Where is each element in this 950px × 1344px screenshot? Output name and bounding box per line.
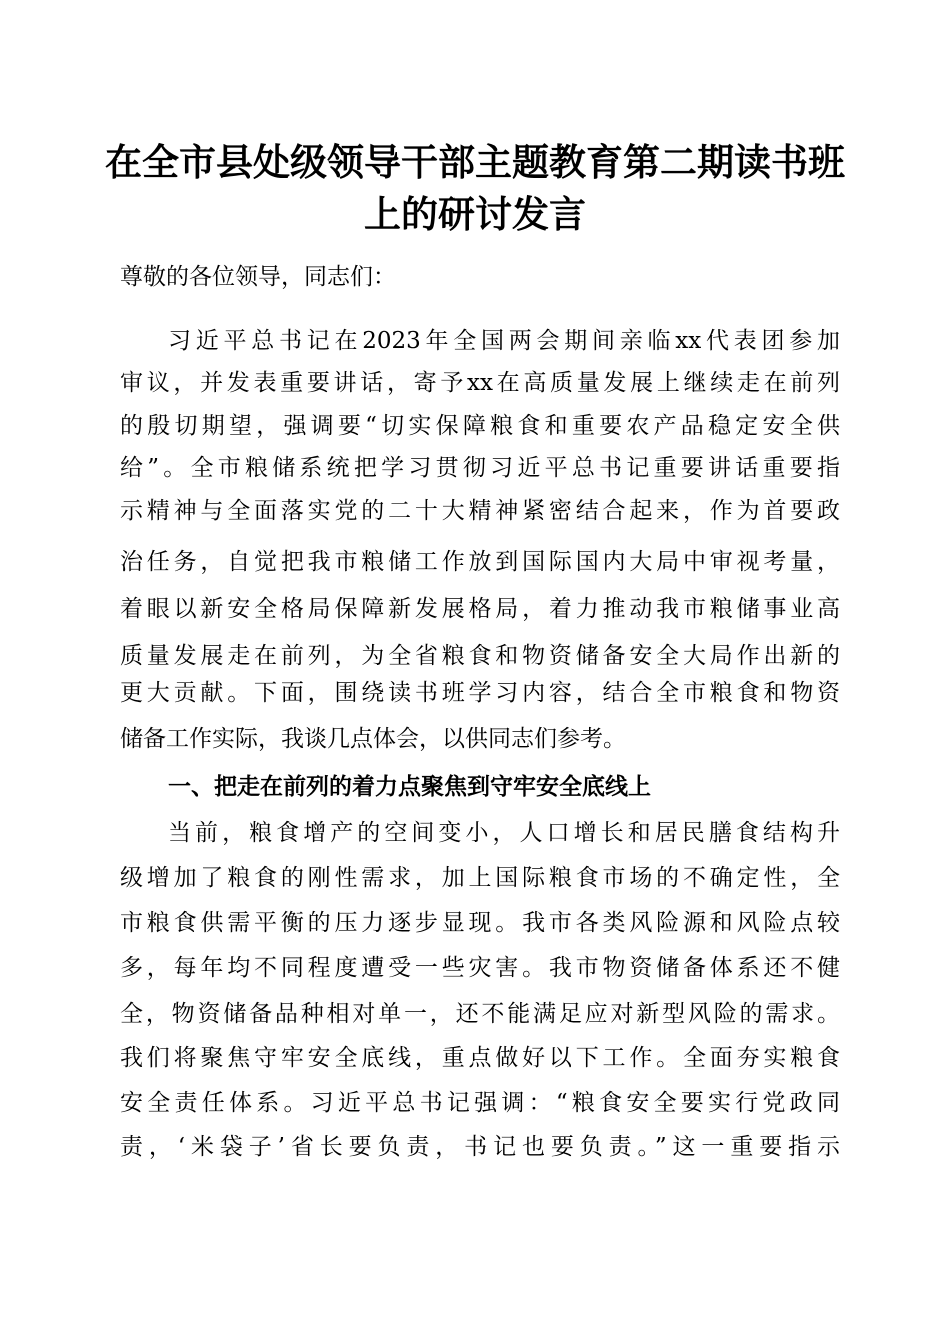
paragraph-1-line: 习近平总书记在2023年全国两会期间亲临xx代表团参加 [168, 328, 840, 354]
paragraph-2-line: 我们将聚焦守牢安全底线，重点做好以下工作。全面夯实粮食 [120, 1045, 840, 1071]
paragraph-2-line: 安全责任体系。习近平总书记强调：“粮食安全要实行党政同 [120, 1090, 840, 1116]
paragraph-2-line: 全，物资储备品种相对单一，还不能满足应对新型风险的需求。 [120, 1001, 840, 1027]
section-1-heading: 一、把走在前列的着力点聚焦到守牢安全底线上 [168, 774, 651, 800]
paragraph-2-line: 多，每年均不同程度遭受一些灾害。我市物资储备体系还不健 [120, 955, 840, 981]
paragraph-2-line: 责，‘米袋子’省长要负责，书记也要负责。”这一重要指示 [120, 1134, 840, 1160]
paragraph-1-line: 给”。全市粮储系统把学习贯彻习近平总书记重要讲话重要指 [120, 455, 840, 481]
paragraph-1-line: 的殷切期望，强调要“切实保障粮食和重要农产品稳定安全供 [120, 413, 840, 439]
paragraph-1-line: 治任务，自觉把我市粮储工作放到国际国内大局中审视考量， [120, 549, 840, 575]
paragraph-1-line: 审议，并发表重要讲话，寄予xx在高质量发展上继续走在前列 [120, 370, 840, 396]
document-title-line-2: 上的研讨发言 [364, 192, 586, 236]
paragraph-1-line: 储备工作实际，我谈几点体会，以供同志们参考。 [120, 726, 626, 752]
paragraph-1-line: 质量发展走在前列，为全省粮食和物资储备安全大局作出新的 [120, 643, 840, 669]
paragraph-1-line: 着眼以新安全格局保障新发展格局，着力推动我市粮储事业高 [120, 596, 840, 622]
paragraph-2-line: 市粮食供需平衡的压力逐步显现。我市各类风险源和风险点较 [120, 910, 840, 936]
document-title-line-1: 在全市县处级领导干部主题教育第二期读书班 [105, 140, 845, 184]
paragraph-1-line: 示精神与全面落实党的二十大精神紧密结合起来，作为首要政 [120, 498, 840, 524]
paragraph-2-line: 当前，粮食增产的空间变小，人口增长和居民膳食结构升 [168, 820, 840, 846]
paragraph-1-line: 更大贡献。下面，围绕读书班学习内容，结合全市粮食和物资 [120, 680, 840, 706]
salutation: 尊敬的各位领导，同志们： [120, 264, 396, 290]
paragraph-2-line: 级增加了粮食的刚性需求，加上国际粮食市场的不确定性，全 [120, 865, 840, 891]
